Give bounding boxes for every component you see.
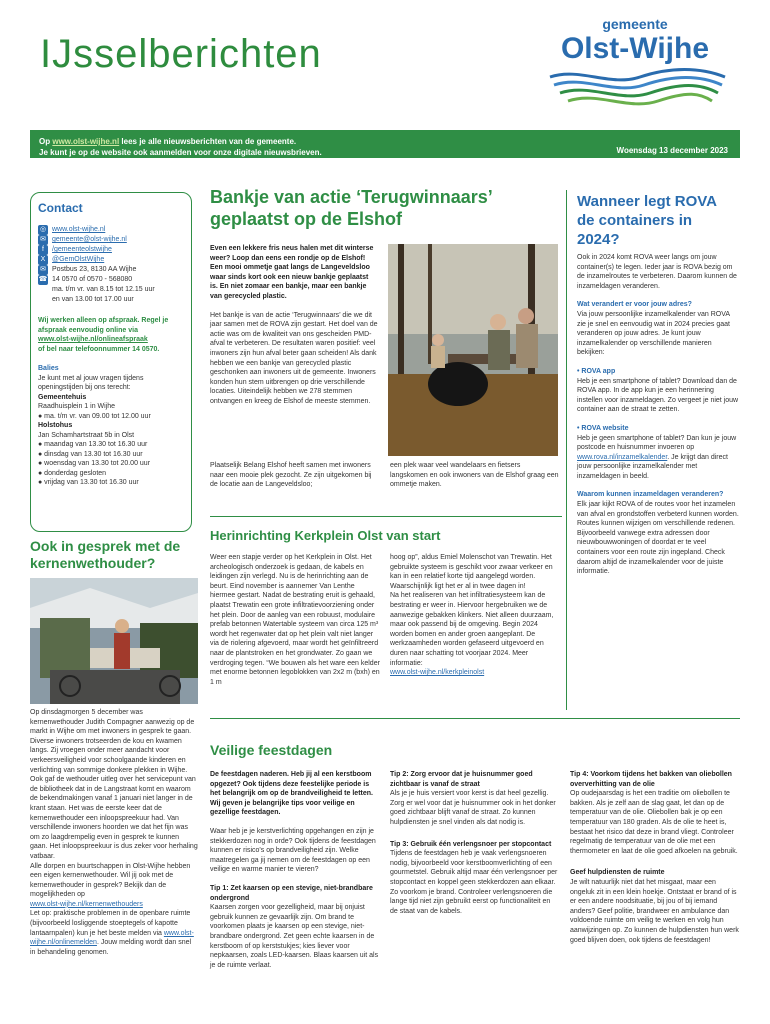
feestdagen-col2: [390, 770, 560, 916]
rova-title: Wanneer legt ROVA de containers in 2024?: [577, 193, 717, 248]
rova-q1: Wat verandert er voor jouw adres?: [577, 301, 692, 309]
tip1-text: Kaarsen zorgen voor gezelligheid, maar bij onjuist gebruik kunnen ze gevaarlijk zijn. Om brand te voorkomen plaats je kaarsen op een stevige, niet-brandbare ondergrond. Zet geen echte kaarsen in de kerstboom of op kerststukjes; kies liever voor nepkaarsen, zoals LED-kaarsen. Blaas kaarsen uit als je de ruimte verlaat.: [210, 904, 379, 969]
contact-row: [38, 265, 184, 275]
contact-title: Contact: [38, 201, 83, 215]
contact-row-text[interactable]: gemeente@olst-wijhe.nl: [52, 236, 127, 243]
wave-lines-icon: [540, 65, 730, 115]
contact-row-text: Postbus 23, 8130 AA Wijhe: [52, 266, 137, 273]
rova-a1: Via jouw persoonlijke inzamelkalender van ROVA zie je snel en eenvoudig wat in 2024 precies gaat veranderen op jouw adres. Je kunt jouw inzamelkalender op verschillende manieren bekijken:: [577, 310, 730, 357]
logo-sub: gemeente: [602, 16, 668, 32]
tip1-title: Tip 1: Zet kaarsen op een stevige, niet-brandbare ondergrond: [210, 884, 373, 902]
kerkplein-col2: hoog op”, aldus Emiel Molenschot van Trewatin. Het gebruikte systeem is geschikt voor zwaar verkeer en kan in een relatief korte tijd aangelegd worden. Waarschijnlijk ligt het er al in twee dagen in! Na het realiseren van het infiltratiesysteem kan de bestrating er weer in. Hiervoor hergebruiken we de aanwezige gebakken klinkers. Niet alleen duurzaam, maar ook passend bij de omgeving. Begin 2024 worden bomen en ander groen aangeplant. De werkzaamheden worden gefaseerd uitgevoerd en duren naar schatting tot voorjaar 2024. Meer informatie: www.olst-wijhe.nl/kerkpleinolst: [390, 554, 554, 677]
contact-row[interactable]: [38, 235, 184, 245]
banner-line-2: Je kunt je op de website ook aanmelden voor onze digitale nieuwsbrieven.: [39, 148, 322, 157]
kerkplein-divider: [210, 516, 562, 517]
contact-row: [38, 275, 184, 285]
tip4-text: Op oudejaarsdag is het een traditie om oliebollen te bakken. Als je zelf aan de slag gaat, let dan op de temperatuur van de olie. Oliebollen bak je op een temperatuur van 180 graden. Als de olie te heet is, bestaat het risico dat deze in brand vliegt. Controleer regelmatig de temperatuur van de olie met een thermometer en laat de olie goed afkoelen na gebruik.: [570, 790, 738, 855]
rova-intro: Ook in 2024 komt ROVA weer langs om jouw container(s) te legen. Ieder jaar is ROVA bezig om de inzamelroutes te verbeteren. Daarom kunnen de inzameldagen veranderen.: [577, 254, 737, 290]
gemeentehuis-title: Gemeentehuis: [38, 393, 87, 401]
opening-hours-1: ma. t/m vr. van 8.15 tot 12.15 uur: [52, 286, 155, 293]
wethouder-para-1: Op dinsdagmorgen 5 december was kernenwethouder Judith Compagner aanwezig op de markt in Wijhe om met inwoners in gesprek te gaan. Diverse inwoners trotseerden de kou en kwamen langs. Zij vroegen onder meer aandacht voor verkeersveiligheid voor schoolgaande kinderen en verlichting van sommige donkere plekken in Wijhe. Ook gaf de wethouder uitleg over het servicepunt van de bibliotheek dat in de Langstraat komt en waarom de bekendmakingen vanaf 1 januari niet langer in de krant staan. Het was de eerste keer dat de kernenwethouder een inloopspreekuur had. Van verschillende inwoners hoorden we dat het fijn was om zo laagdrempelig even in gesprek te kunnen gaan. Het inloopspreekuur is dus zeker voor herhaling vatbaar.: [30, 709, 198, 860]
contact-row-text: 14 0570 of 0570 - 568080: [52, 276, 133, 283]
rova-web-title: • ROVA website: [577, 424, 629, 432]
bankje-bottom-right: een plek waar veel wandelaars en fietsers langskomen en ook inwoners van de Elshof graag een ommetje maken.: [390, 462, 559, 489]
market-photo: [30, 578, 198, 704]
rova-body: Ook in 2024 komt ROVA weer langs om jouw container(s) te legen. Ieder jaar is ROVA bezig om de inzamelroutes te verbeteren. Daarom kunnen de inzameldagen veranderen. Wat verandert er voor jouw adres? Via jouw persoonlijke inzamelkalender van ROVA zie je snel en eenvoudig wat in 2024 precies gaat veranderen op jouw adres. Je kunt jouw inzamelkalender op verschillende manieren bekijken: • ROVA app Heb je een smartphone of tablet? Download dan de ROVA app. In de app kun je een herinnering instellen voor inzameldagen. Zo vergeet je niet jouw container aan de straat te zetten. • ROVA website Heb je geen smartphone of tablet? Dan kun je jouw postcode en huisnummer invoeren op www.rova.nl/inzamelkalender. Je krijgt dan direct jouw persoonlijke inzamelkalender met inzameldagen in beeld. Waarom kunnen inzameldagen veranderen? Elk jaar kijkt ROVA of de routes voor het inzamelen van afval en grondstoffen verbeterd kunnen worden. Routes kunnen wijzigen om verschillende redenen. Bijvoorbeeld vanwege extra adressen door nieuwbouwwoningen of doordat er te veel containers voor een route zijn ingepland. Check daarom altijd de inzamelkalender voor de juiste informatie.: [577, 254, 739, 576]
kerkplein-title: Herinrichting Kerkplein Olst van start: [210, 528, 441, 543]
x-icon: X: [38, 255, 48, 265]
wethouder-title: Ook in gesprek met de kernenwethouder?: [30, 538, 181, 571]
holstohus-hours-1: ● dinsdag van 13.30 tot 16.30 uur: [38, 450, 143, 458]
feestdagen-title: Veilige feestdagen: [210, 742, 333, 758]
phone-icon: ☎: [38, 276, 48, 283]
feestdagen-intro: De feestdagen naderen. Heb jij al een kerstboom opgezet? Ook tijdens deze feestelijke periode is het belangrijk om op de brandveiligheid te letten. Wij geven je belangrijke tips voor veilige en gezellige feestdagen.: [210, 771, 373, 817]
holstohus-title: Holstohus: [38, 422, 73, 429]
bankje-intro-wrap: [210, 244, 378, 407]
contact-row-text[interactable]: /gemeenteolstwijhe: [52, 246, 112, 253]
contact-row[interactable]: [38, 255, 184, 265]
wethouder-body: Op dinsdagmorgen 5 december was kernenwethouder Judith Compagner aanwezig op de markt in Wijhe om met inwoners in gesprek te gaan. Diverse inwoners trotseerden de kou en kwamen langs. Zij vroegen onder meer aandacht voor verkeersveiligheid voor schoolgaande kinderen en verlichting van sommige donkere plekken in Wijhe. Ook gaf de wethouder uitleg over het servicepunt van de bibliotheek dat in de Langstraat komt en waarom de bekendmakingen vanaf 1 januari niet langer in de krant staan. Het was de eerste keer dat de kernenwethouder een inloopspreekuur had. Van verschillende inwoners hoorden we dat het fijn was om zo laagdrempelig even in gesprek te kunnen gaan. Het inloopspreekuur is dus zeker voor herhaling vatbaar. Alle dorpen en buurtschappen in Olst-Wijhe hebben een eigen kernenwethouder. Wil jij ook met de kernenwethouder in gesprek? Bekijk dan de mogelijkheden op www.olst-wijhe.nl/kernenwethouders Let op: praktische problemen in de openbare ruimte (bijvoorbeeld losliggende stoeptegels of kapotte lantaarnpalen) kun je het beste melden via www.olst-wijhe.nl/onlinemelden. Jouw melding wordt dan snel in behandeling genomen.: [30, 709, 198, 956]
appointment-link[interactable]: www.olst-wijhe.nl/onlineafspraak: [38, 336, 148, 343]
issue-date: Woensdag 13 december 2023: [616, 146, 728, 155]
municipality-logo[interactable]: [540, 16, 730, 128]
mail-icon: ✉: [38, 235, 48, 245]
globe-icon: ◎: [39, 226, 47, 233]
help-title: Geef hulpdiensten de ruimte: [570, 869, 665, 877]
help-text: Je wilt natuurlijk niet dat het misgaat, maar een ongeluk zit in een klein hoekje. Ontstaat er brand of is er een andere noodsituatie, bij jou of bij iemand anders? Geef politie, brandweer en ambulance dan voldoende ruimte om veilig te werken en volg hun aanwijzingen op. Zo kunnen de hulpdiensten hun werk goed blijven doen, ook tijdens de feestdagen!: [570, 878, 739, 944]
logo-main: Olst-Wijhe: [560, 32, 710, 65]
gemeentehuis-hours: ● ma. t/m vr. van 09.00 tot 12.00 uur: [38, 412, 151, 420]
holstohus-hours-0: ● maandag van 13.30 tot 16.30 uur: [38, 441, 148, 448]
facebook-icon: f: [38, 245, 48, 255]
feestdagen-divider: [210, 718, 740, 719]
holstohus-address: Jan Schamhartstraat 5b in Olst: [38, 431, 135, 439]
gemeentehuis-address: Raadhuisplein 1 in Wijhe: [38, 403, 116, 410]
post-icon: ✉: [38, 265, 48, 275]
tip4-title: Tip 4: Voorkom tijdens het bakken van oliebollen oververhitting van de olie: [570, 771, 732, 788]
holstohus-hours-3: ● donderdag gesloten: [38, 469, 107, 477]
bankje-intro: Even een lekkere fris neus halen met dit winterse weer? Loop dan eens een rondje op de Elshof! Een mooi ommetje gaat langs de Langeveldsloo waar sinds kort ook een nieuw bankje geplaatst is. En niet zomaar een bankje, maar een bankje van gerecycled plastic.: [210, 245, 374, 300]
tip2-text: Als je je huis versiert voor kerst is dat heel gezellig. Zorg er wel voor dat je huisnummer ook in het donker goed zichtbaar blijft vanaf de straat. Zo kunnen hulpdiensten je snel vinden als dat nodig is.: [390, 790, 556, 826]
bankje-bottom-left: Plaatselijk Belang Elshof heeft samen met inwoners naar een mooie plek gezocht. Ze zijn uitgekomen bij de locatie aan de Langeveldsloo;: [210, 462, 372, 489]
tip3-title: Tip 3: Gebruik één verlengsnoer per stopcontact: [390, 840, 552, 848]
bankje-title: Bankje van actie ‘Terugwinnaars’ geplaatst op de Elshof: [210, 187, 492, 229]
opening-hours-2: en van 13.00 tot 17.00 uur: [52, 295, 134, 303]
banner-line-1: Op www.olst-wijhe.nl lees je alle nieuwsberichten van de gemeente.: [39, 137, 297, 146]
banner-website-link[interactable]: www.olst-wijhe.nl: [52, 137, 120, 146]
holstohus-hours-2: ● woensdag van 13.30 tot 20.00 uur: [38, 460, 151, 467]
appointment-text: Wij werken alleen op afspraak. Regel je afspraak eenvoudig online via www.olst-wijhe.nl/onlineafspraak of bel naar telefoonnummer 14 0570.: [38, 317, 169, 353]
tip2-title: Tip 2: Zorg ervoor dat je huisnummer goed zichtbaar is vanaf de straat: [390, 771, 533, 788]
kernenwethouders-link[interactable]: www.olst-wijhe.nl/kernenwethouders: [30, 900, 143, 908]
tip3-text: Tijdens de feestdagen heb je vaak verlengsnoeren nodig, bijvoorbeeld voor kerstboomverlichting of een gourmetstel. Gebruik altijd maar één verlengsnoer per stopcontact en koppel geen stekkerdozen aan elkaar. Zo voorkom je brand. Controleer verlengsnoeren die lange tijd niet zijn gebruikt eerst op functionaliteit en de staat van de kabels.: [390, 850, 558, 915]
balies-title: Balies: [38, 365, 59, 372]
bench-photo: [388, 244, 558, 456]
rova-link[interactable]: www.rova.nl/inzamelkalender: [577, 453, 668, 461]
rova-divider: [566, 190, 567, 710]
holstohus-hours-4: ● vrijdag van 13.30 tot 16.30 uur: [38, 479, 139, 486]
masthead-title: IJsselberichten: [40, 32, 322, 76]
rova-q2: Waarom kunnen inzameldagen veranderen?: [577, 491, 724, 499]
balies-intro: Je kunt met al jouw vragen tijdens openingstijden bij ons terecht:: [38, 374, 144, 391]
contact-row[interactable]: [38, 225, 184, 235]
feestdagen-col1: [210, 770, 380, 970]
contact-row[interactable]: [38, 245, 184, 255]
kerkplein-col1: Weer een stapje verder op het Kerkplein in Olst. Het archeologisch onderzoek is gedaan, de kabels en leidingen zijn verlegd. Nu is de herinrichting aan de beurt. Eind november is aannemer Van Lenthe hiermee gestart. Nadat de bestrating eruit is gehaald, plaatst Trewatin een grote infiltratievoorziening onder het plein. Door de aanleg van een robuust, modulaire prefab betonnen Watertable systeem van circa 125 m³ wordt het regenwater dat op het plein valt niet langer via de riolering afgevoerd, maar wordt het geïnfiltreerd naar de plantstroken en het grondwater. Zo gaan we verdroging tegen. “We bouwen als het ware een kelder met enorme betonnen legoblokken van 2x2 m (bxh) en 1 m: [210, 554, 380, 686]
onlinemelden-link[interactable]: www.olst-wijhe.nl/onlinemelden: [30, 929, 194, 947]
contact-box: [30, 192, 192, 532]
feestdagen-body: Waar heb je je kerstverlichting opgehangen en zijn je stekkerdozen nog in orde? Ook tijdens de feestdagen kunnen er risico's op brandveiligheid zijn. Welke maatregelen ga jij nemen om de feestdagen op een veilige en warme manier te vieren?: [210, 827, 376, 874]
kerkplein-link[interactable]: www.olst-wijhe.nl/kerkpleinolst: [390, 669, 485, 677]
rova-app-text: Heb je een smartphone of tablet? Download dan de ROVA app. In de app kun je een herinnering instellen voor inzameldagen. Zo vergeet je niet jouw container aan de straat te zetten.: [577, 377, 739, 414]
feestdagen-col3: [570, 770, 740, 945]
rova-app-title: • ROVA app: [577, 367, 616, 375]
contact-row-text[interactable]: @GemOlstWijhe: [52, 256, 105, 263]
wethouder-para-2: Alle dorpen en buurtschappen in Olst-Wijhe hebben een eigen kernenwethouder. Wil jij ook met de kernenwethouder in gesprek? Bekijk dan de mogelijkheden op: [30, 862, 191, 899]
bankje-body: Het bankje is van de actie ‘Terugwinnaars’ die we dit jaar samen met de ROVA zijn gestart. Het doel van de actie was om de kwaliteit van ons gescheiden PMD-afval te verbeteren. De resultaten waren positief: veel inwoners zijn hun afval beter gaan scheiden! Als dank hebben we een bankje van gerecycled plastic geschonken aan inwoners uit de gemeente. Inwoners konden hun stem uitbrengen op drie verschillende locaties. Uiteindelijk hebben we 278 stemmen ontvangen en kreeg de Elshof de meeste stemmen.: [210, 311, 378, 405]
rova-a2: Elk jaar kijkt ROVA of de routes voor het inzamelen van afval en grondstoffen verbeterd kunnen worden. Routes kunnen wijzigen om verschillende redenen. Bijvoorbeeld vanwege extra adressen door nieuwbouwwoningen of doordat er te veel containers voor een route zijn ingepland. Check daarom altijd de inzamelkalender voor de juiste informatie.: [577, 501, 739, 576]
contact-row-text[interactable]: www.olst-wijhe.nl: [52, 226, 106, 233]
